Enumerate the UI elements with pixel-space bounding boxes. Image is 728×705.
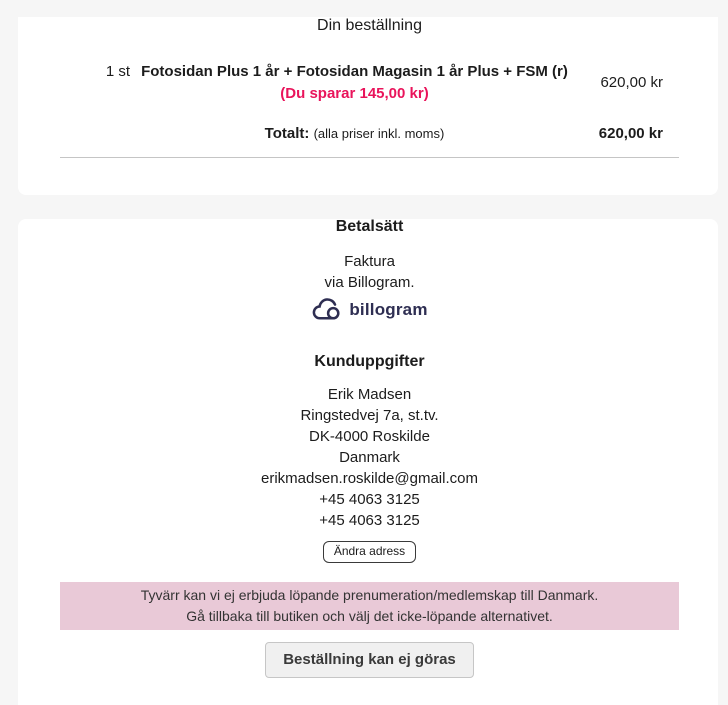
customer-phone-1: +45 4063 3125 — [319, 491, 420, 508]
customer-heading: Kunduppgifter — [314, 353, 425, 370]
customer-email: erikmadsen.roskilde@gmail.com — [261, 470, 478, 487]
item-description — [130, 61, 579, 105]
payment-heading: Betalsätt — [335, 218, 404, 235]
country-warning-banner — [60, 582, 679, 630]
item-name: Fotosidan Plus 1 år + Fotosidan Magasin 1 år Plus + FSM (r) — [141, 63, 568, 80]
item-quantity: 1 st — [105, 63, 130, 80]
total-vat-note: (alla priser inkl. moms) — [313, 126, 445, 141]
item-price: 620,00 kr — [600, 74, 663, 91]
order-divider — [60, 157, 679, 158]
customer-postal-city: DK-4000 Roskilde — [309, 428, 430, 445]
billogram-logo — [60, 297, 679, 323]
payment-method-name: Faktura — [344, 253, 395, 270]
customer-country: Danmark — [339, 449, 400, 466]
total-label: Totalt: — [264, 125, 310, 142]
payment-method — [60, 251, 679, 293]
checkout-card — [18, 219, 718, 705]
submit-order-button[interactable]: Beställning kan ej göras — [265, 642, 474, 678]
customer-name: Erik Madsen — [327, 386, 412, 403]
order-title: Din beställning — [317, 17, 422, 34]
warning-line-1: Tyvärr kan vi ej erbjuda löpande prenumeration/medlemskap till Danmark. — [140, 587, 599, 603]
customer-address — [60, 384, 679, 531]
total-label-group — [130, 125, 579, 143]
customer-phone-2: +45 4063 3125 — [319, 512, 420, 529]
item-savings: (Du sparar 145,00 kr) — [280, 85, 429, 102]
order-item-row — [60, 61, 679, 105]
billogram-logo-text: billogram — [349, 300, 428, 319]
customer-street: Ringstedvej 7a, st.tv. — [300, 407, 439, 424]
order-summary-card — [18, 17, 718, 195]
edit-address-button[interactable]: Ändra adress — [323, 541, 416, 563]
warning-line-2: Gå tillbaka till butiken och välj det icke-löpande alternativet. — [186, 608, 553, 624]
total-price: 620,00 kr — [598, 125, 663, 142]
billogram-cloud-icon — [311, 298, 343, 322]
order-total-row — [60, 125, 679, 143]
payment-method-via: via Billogram. — [324, 274, 415, 291]
